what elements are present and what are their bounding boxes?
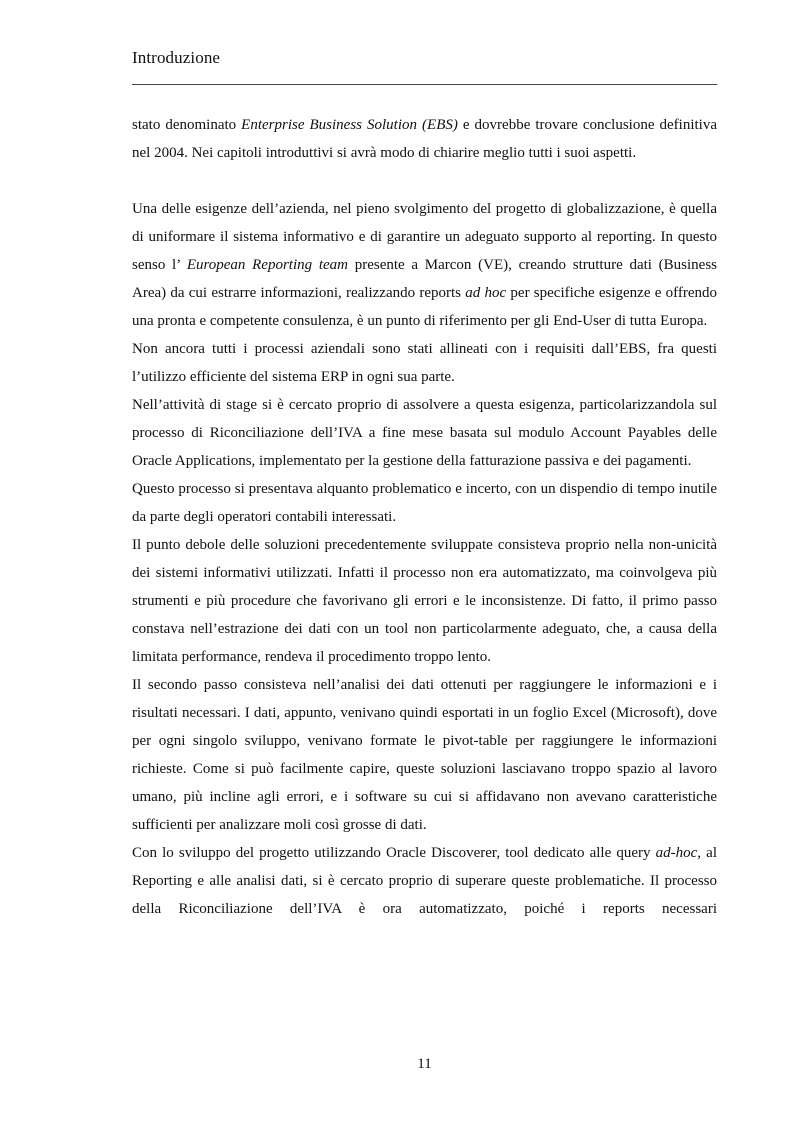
body-text — [132, 111, 717, 923]
italic-term: ad hoc — [465, 285, 507, 301]
paragraph — [132, 475, 717, 531]
text-run: Il secondo passo consisteva nell’analisi dei dati ottenuti per raggiungere le informazioni e i risultati necessari. I dati, appunto, venivano quindi esportati in un foglio Excel (Microsoft), dove per ogni singolo sviluppo, venivano formate le pivot-table per raggiungere le informazioni richieste. Come si può facilmente capire, queste soluzioni lasciavano troppo spazio al lavoro umano, più incline agli errori, e i software su cui si affidavano non avevano caratteristiche sufficienti per analizzare moli così grosse di dati. — [132, 677, 717, 833]
text-run: stato denominato — [132, 117, 242, 133]
paragraph — [132, 391, 717, 475]
header-divider — [132, 84, 717, 85]
text-run: Non ancora tutti i processi aziendali sono stati allineati con i requisiti dall’EBS, fra questi l’utilizzo efficiente del sistema ERP in ogni sua parte. — [132, 341, 717, 385]
text-run: Il punto debole delle soluzioni precedentemente sviluppate consisteva proprio nella non-unicità dei sistemi informativi utilizzati. Infatti il processo non era automatizzato, ma coinvolgeva più strumenti e più procedure che favorivano gli errori e le inconsistenze. Di fatto, il primo passo constava nell’estrazione dei dati con un tool non particolarmente adeguato, che, a causa della limitata performance, rendeva il procedimento troppo lento. — [132, 537, 717, 665]
paragraph — [132, 111, 717, 167]
italic-term: Enterprise Business Solution (EBS) — [241, 117, 458, 133]
italic-term: ad-hoc, — [655, 845, 702, 861]
paragraph — [132, 671, 717, 839]
text-run: Nell’attività di stage si è cercato proprio di assolvere a questa esigenza, particolarizzandola sul processo di Riconciliazione dell’IVA a fine mese basata sul modulo Account Payables delle Oracle Applications, implementato per la gestione della fatturazione passiva e dei pagamenti. — [132, 397, 717, 469]
paragraph — [132, 531, 717, 671]
text-run: Con lo sviluppo del progetto utilizzando Oracle Discoverer, tool dedicato alle query — [132, 845, 656, 861]
text-run: presente a Marcon (VE), creando strutture dati (Business Area) da cui estrarre informazioni, realizzando reports — [132, 257, 717, 301]
italic-term: European Reporting team — [186, 257, 348, 273]
paragraph — [132, 839, 717, 923]
text-run: Questo processo si presentava alquanto problematico e incerto, con un dispendio di tempo inutile da parte degli operatori contabili interessati. — [132, 481, 717, 525]
text-run: e dovrebbe trovare conclusione definitiva nel 2004. Nei capitoli introduttivi si avrà modo di chiarire meglio tutti i suoi aspetti. — [132, 117, 717, 161]
running-header-title: Introduzione — [132, 48, 221, 67]
text-run: al Reporting e alle analisi dati, si è cercato proprio di superare queste problematiche. Il processo della Riconciliazione dell’IVA è ora automatizzato, poiché i reports necessari — [132, 845, 717, 917]
paragraph — [132, 335, 717, 391]
text-run: per specifiche esigenze e offrendo una pronta e competente consulenza, è un punto di riferimento per gli End-User di tutta Europa. — [132, 285, 717, 329]
paragraph — [132, 195, 717, 335]
page-number: 11 — [417, 1056, 432, 1072]
text-run: Una delle esigenze dell’azienda, nel pieno svolgimento del progetto di globalizzazione, è quella di uniformare il sistema informativo e di garantire un adeguato supporto al reporting. In questo senso l’ — [132, 201, 717, 273]
